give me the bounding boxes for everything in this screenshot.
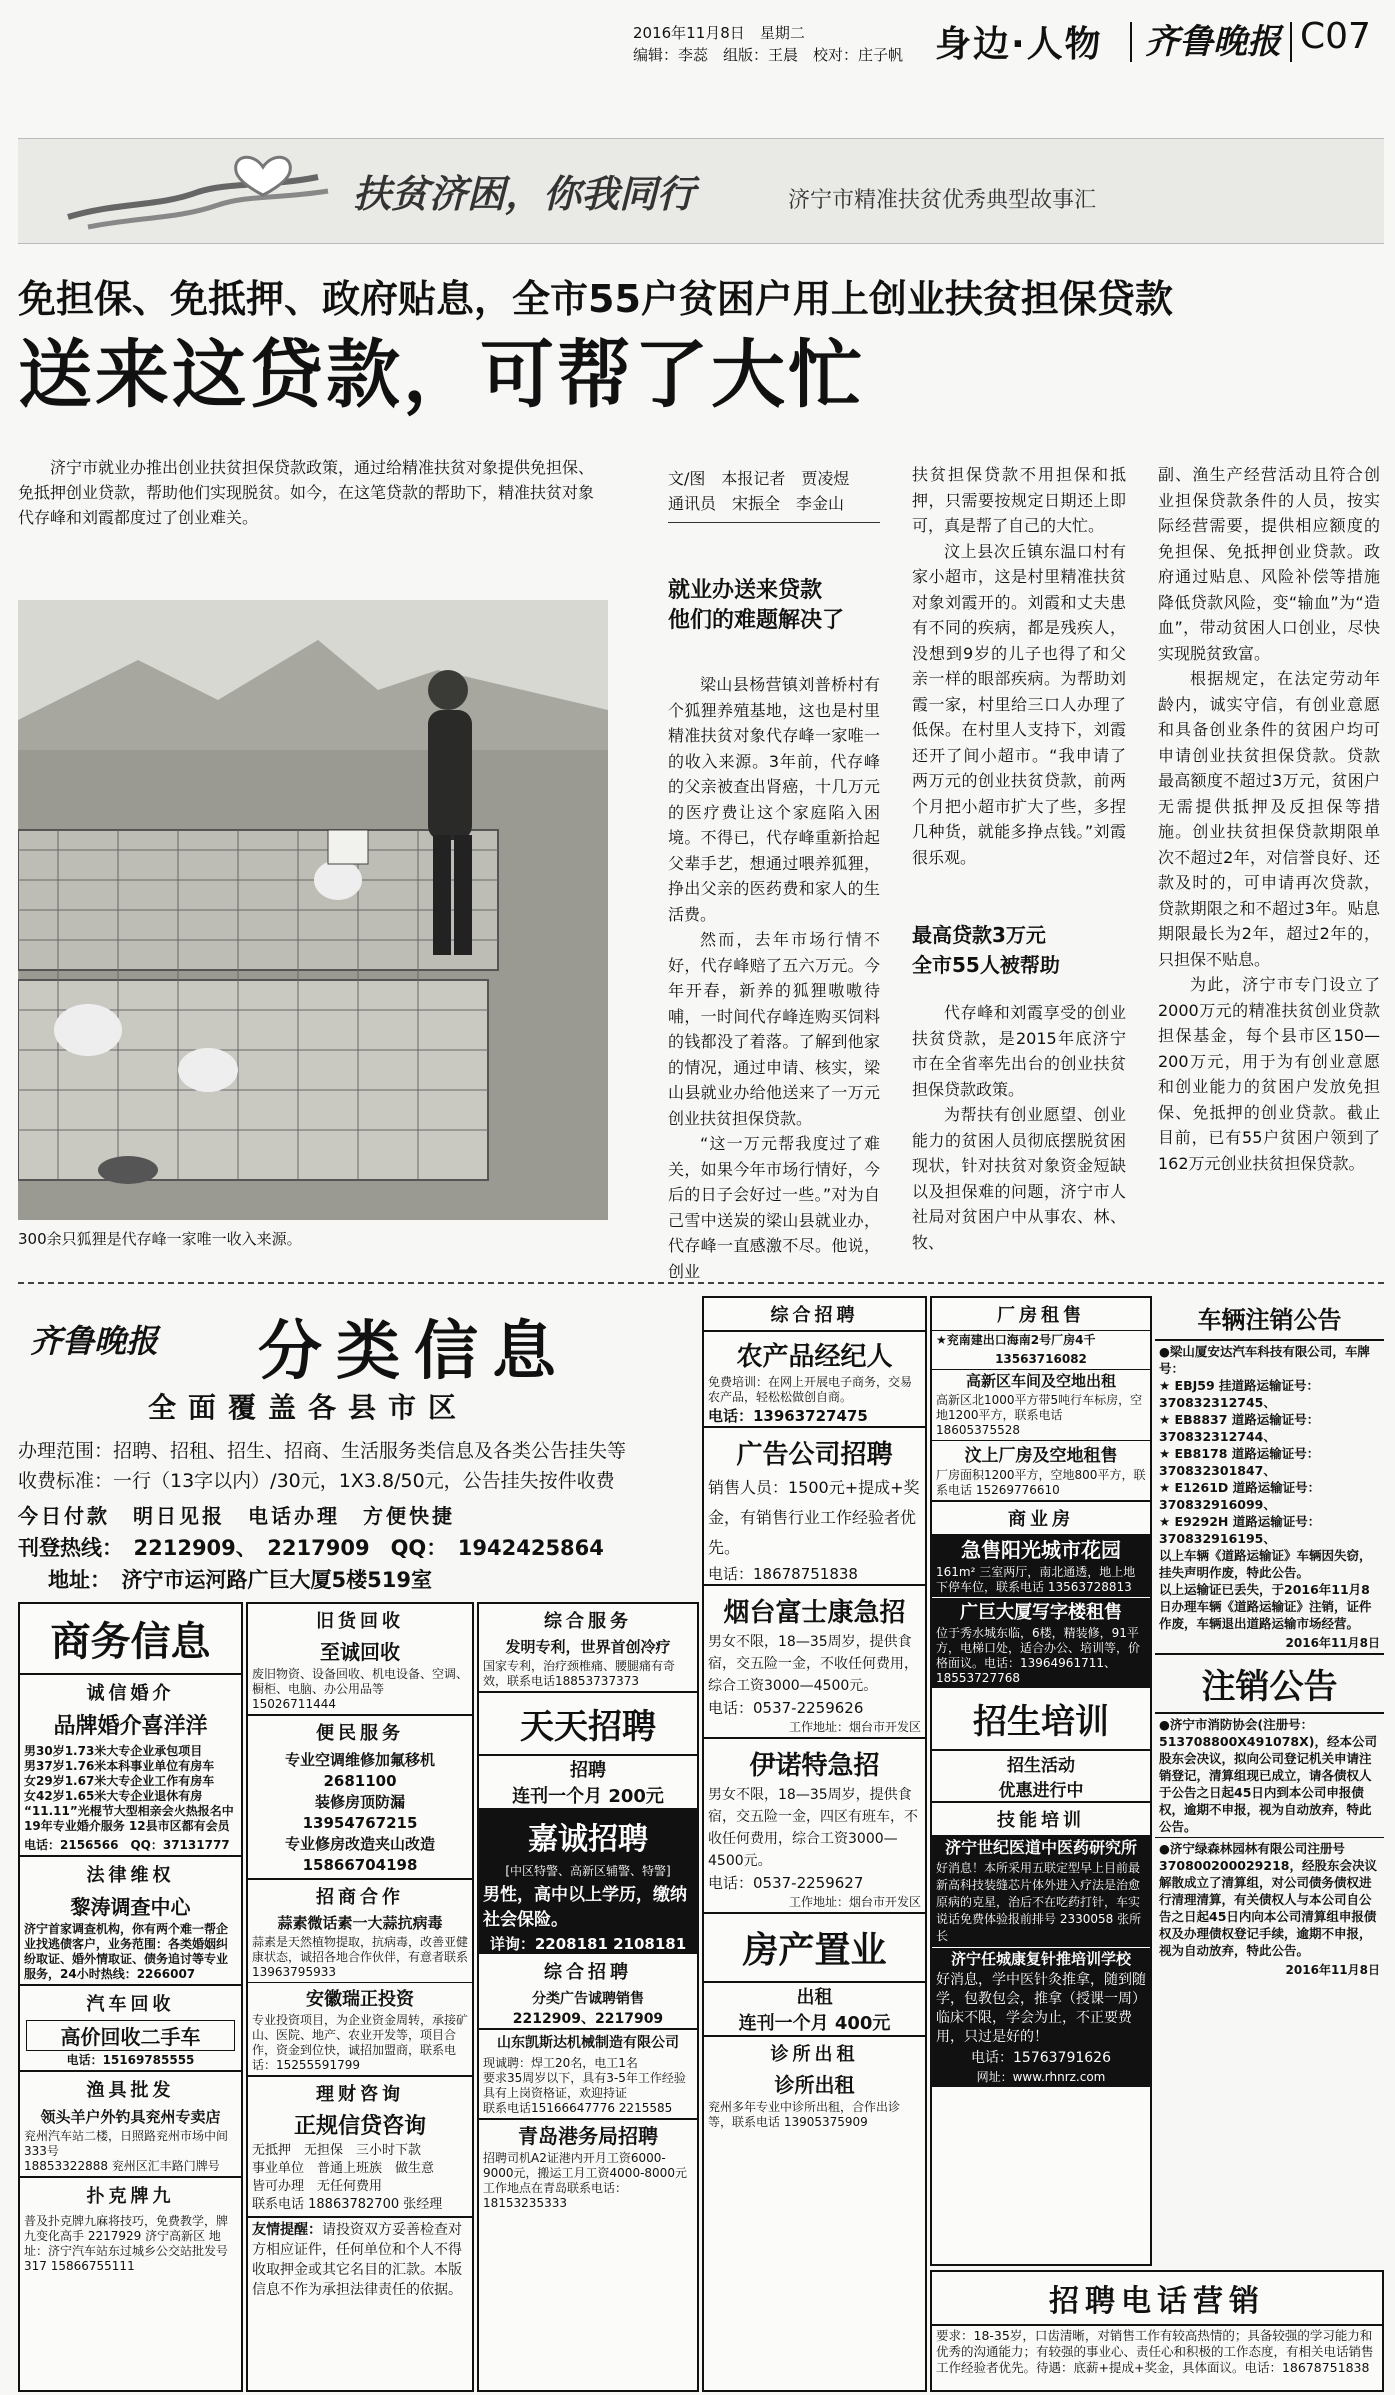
legal-label: 法律维权 — [86, 1865, 175, 1886]
marriage-lines: 男30岁1.73米大专企业承包项目 男37岁1.76米本科事业单位有房车 女29岁1.67米大专企业工作有房车 女42岁1.65米大专企业退休有房 “11.11”光棍节大型相亲会火热报名中 19年专业婚介服务 12县市区都有会员 — [24, 1744, 234, 1833]
shop-label: 商业房 — [1008, 1509, 1074, 1530]
subhead-1: 就业办送来贷款 他们的难题解决了 — [668, 578, 845, 633]
article-headline: 送来这贷款，可帮了大忙 — [18, 332, 865, 418]
jiacheng-tel: 详询：2208181 2108181 — [479, 1935, 697, 1954]
school-sub: 招生活动 优惠进行中 — [932, 1749, 1150, 1803]
divider — [1290, 22, 1292, 62]
handshake-heart-icon — [58, 147, 338, 237]
daily-sub: 招聘 连刊一个月 200元 — [479, 1754, 697, 1810]
car-text: 高价回收二手车 — [26, 2020, 235, 2051]
cancel-date: 2016年11月8日 — [1285, 1963, 1380, 1977]
vehicle-date: 2016年11月8日 — [1155, 1634, 1384, 1655]
school-title: 招生培训 — [973, 1702, 1109, 1742]
yantai-title: 烟台富士康急招 — [723, 1598, 906, 1628]
plant1-name: ★兖南建出口海南2号厂房4千 — [936, 1333, 1096, 1347]
weekday: 星期二 — [759, 24, 805, 42]
biz-text: 蒜素是天然植物提取，抗病毒，改善亚健康状态，诚招各地合作伙伴，有意者联系 13963795933 — [248, 1933, 472, 1983]
classified-motto: 今日付款 明日见报 电话办理 方便快捷 — [18, 1504, 455, 1528]
newspaper-logo: 齐鲁晚报 — [1145, 22, 1281, 62]
yinuo-text: 男女不限，18—35周岁，提供食宿，交五险一金，四区有班车，不收任何费用，综合工资3000—4500元。 — [708, 1787, 918, 1869]
plant-label: 厂房租售 — [932, 1298, 1150, 1331]
paragraph: 汶上县次丘镇东温口村有家小超市，这是村里精准扶贫对象刘霞开的。刘霞和丈夫患有不同的疾病，都是残疾人，没想到9岁的儿子也得了和父亲一样的眼部疾病。为帮助刘霞一家，村里给三口人办理了低保。在村里人支持下，刘霞还开了间小超市。“我申请了两万元的创业扶贫贷款，前两个月把小超市扩大了些，多捏几种货，就能多挣点钱。”刘霞很乐观。 — [912, 541, 1126, 867]
phone-sales-ad — [930, 2270, 1384, 2392]
recruit-column-b — [702, 1296, 927, 2392]
marriage-tel: 电话：2156566 QQ：37131777 — [20, 1836, 241, 1857]
clinic-text: 兖州多年专业中诊所出租，合作出诊等，联系电话 13905375909 — [708, 2100, 901, 2129]
service-column — [246, 1602, 474, 2392]
paragraph: 为帮扶有创业愿望、创业能力的贫困人员彻底摆脱贫困现状，针对扶贫对象资金短缺以及担保难的问题，济宁市人社局对贫困户中从事农、林、牧、 — [912, 1105, 1126, 1252]
puzzle-label: 扑克牌九 — [86, 2186, 175, 2207]
page-number: C07 — [1300, 16, 1371, 57]
agri-title: 农产品经纪人 — [736, 1342, 893, 1372]
finance-label: 理财咨询 — [316, 2084, 404, 2105]
classified-scope: 办理范围：招聘、招租、招生、招商、生活服务类信息及各类公告挂失等 — [18, 1440, 627, 1462]
agri-text: 免费培训：在网上开展电子商务，交易农产品，轻松松做创自商。 — [708, 1375, 913, 1404]
clinic-label: 诊所出租 — [770, 2044, 859, 2065]
phone-sales-text: 要求：18-35岁，口齿清晰，对销售工作有较高热情的；具备较强的学习能力和优秀的沟通能力；有较强的事业心、责任心和积极的工作态度，有相关电话销售工作经验者优先。待遇：底薪+提成+奖金，具体面议。电话：18678751838 — [936, 2328, 1374, 2375]
banner-title: 扶贫济困，你我同行 — [353, 172, 696, 216]
fish-name: 领头羊户外钓具兖州专卖店 — [40, 2108, 221, 2126]
article-column-2 — [912, 462, 1126, 870]
divider — [1130, 22, 1132, 62]
life-lines: 专业空调维修加氟移机 2681100 装修房顶防漏 13954767215 专业修房改造夹山改造 15866704198 — [248, 1748, 472, 1880]
marriage-label: 诚信婚介 — [86, 1683, 175, 1704]
classified-section — [18, 1282, 1384, 2394]
patent-name: 发明专利，世界首创冷疗 — [505, 1638, 671, 1656]
jiacheng-tag: [中区特警、高新区辅警、特警] — [479, 1862, 697, 1881]
ad-company-title: 广告公司招聘 — [736, 1440, 893, 1470]
skill2-text: 好消息，学中医针灸推拿，随到随学，包教包会，推拿（授课一周）临床不限，学会为止，不正要费用，只过是好的！ — [932, 1969, 1150, 2049]
jiacheng-title: 嘉诚招聘 — [479, 1810, 697, 1862]
recycle-name: 至诚回收 — [320, 1640, 400, 1664]
plant3-text: 厂房面积1200平方，空地800平方，联系电话 15269776610 — [932, 1466, 1150, 1502]
plant2-name: 高新区车间及空地出租 — [965, 1372, 1116, 1390]
kaida-name: 山东凯斯达机械制造有限公司 — [497, 2035, 679, 2051]
notice-text: 请投资双方妥善检查对方相应证件，任何单位和个人不得收取押金或其它名目的汇款。本版信息不作为承担法律责任的依据。 — [252, 2222, 462, 2298]
classified-hotline: 刊登热线： 2212909、 2217909 QQ： 1942425864 — [18, 1536, 604, 1560]
cancel-title: 注销公告 — [1201, 1667, 1338, 1707]
article-column-2b — [912, 1000, 1126, 1255]
plant3-name: 汶上厂房及空地租售 — [964, 1446, 1118, 1466]
paragraph: “这一万元帮我度过了难关，如果今年市场行情好，今后的日子会好过一些。”对为自己雪中送炭的梁山县就业办，代存峰一直感激不尽。他说，创业 — [668, 1134, 880, 1281]
masthead-meta — [633, 22, 903, 66]
puzzle-text: 普及扑克牌九麻将技巧，免费教学，牌九变化高手 2217929 济宁高新区 地址：济宁汽车站东过城乡公交站批发号 317 15866755111 — [24, 2214, 229, 2273]
patent-text: 国家专利，治疗颈椎痛、腰腿痛有奇效，联系电话18853737373 — [479, 1657, 697, 1693]
agri-tel: 电话：13963727475 — [704, 1407, 925, 1428]
estate-title: 房产置业 — [742, 1929, 887, 1971]
skill2-web: 网址：www.rhnrz.com — [932, 2068, 1150, 2087]
banner-subtitle: 济宁市精准扶贫优秀典型故事汇 — [788, 188, 1097, 213]
paragraph: 然而，去年市场行情不好，代存峰赔了五六万元。今年开春，新养的狐狸嗷嗷待哺，一时间代存峰连购买饲料的钱都没了着落。了解到他家的情况，通过申请、核实，梁山县就业办给他送来了一万元创业扶贫担保贷款。 — [668, 930, 880, 1128]
classified-address: 地址： 济宁市运河路广巨大厦5楼519室 — [48, 1568, 432, 1592]
recruit-label: 综合招聘 — [544, 1962, 632, 1983]
yantai-tel: 电话：0537-2259626 — [708, 1699, 864, 1717]
shop2-text: 位于秀水城东临，6楼，精装修，91平方，电梯口处，适合办公、培训等，价格面议。电话：13964961711、18553727768 — [932, 1624, 1150, 1688]
article-photo — [18, 600, 608, 1220]
skill1-name: 济宁世纪医道中医药研究所 — [932, 1835, 1150, 1858]
notice-column — [1155, 1296, 1384, 2266]
yinuo-loc: 工作地址：烟台市开发区 — [704, 1893, 925, 1914]
paragraph: 梁山县杨营镇刘普桥村有个狐狸养殖基地，这也是村里精准扶贫对象代存峰一家唯一的收入来源。3年前，代存峰的父亲被查出肾癌，十几万元的医疗费让这个家庭陷入困境。不得已，代存峰重新拾起父辈手艺，想通过喂养狐狸，挣出父亲的医药费和家人的生活费。 — [668, 675, 880, 924]
clinic-name: 诊所出租 — [774, 2073, 855, 2097]
skill1-text: 好消息！本所采用五联定型早上目前最新高科技装缝芯片体外进入疗法是治愈原病的克星，治后不在吃药打针，车实说话免费体验报前排号 2330058 张所长 — [932, 1858, 1150, 1947]
classified-title: 分类信息 — [258, 1314, 570, 1389]
date: 2016年11月8日 — [633, 24, 745, 42]
qingdao-name: 青岛港务局招聘 — [518, 2124, 658, 2148]
classified-slogan: 全面覆盖各县市区 — [148, 1391, 469, 1424]
classified-logo: 齐鲁晚报 — [30, 1322, 159, 1360]
agency-text: 分类广告诚聘销售 — [532, 1991, 644, 2007]
biz-name: 蒜素微话素一大蒜抗病毒 — [277, 1914, 443, 1932]
subhead-2: 最高贷款3万元 全市55人被帮助 — [912, 923, 1060, 977]
classified-header — [18, 1296, 698, 1596]
editors: 编辑：李蕊 组版：王晨 校对：庄子帆 — [633, 46, 904, 64]
legal-lines: 济宁首家调查机构，你有两个难一帮企业找逃债客户，业务范围：各类婚姻纠纷取证、婚外情取证、债务追讨等专业服务，24小时热线：2266007 — [20, 1920, 241, 1986]
fox-farm-photo-icon — [18, 600, 608, 1220]
paragraph: 代存峰和刘霞享受的创业扶贫贷款，是2015年底济宁市在全省率先出台的创业扶贫担保贷款政策。 — [912, 1003, 1126, 1099]
yinuo-tel: 电话：0537-2259627 — [708, 1874, 864, 1892]
ad-text: 销售人员：1500元+提成+奖金，有销售行业工作经验者优先。 — [708, 1478, 920, 1557]
vehicle-text: ●梁山厦安达汽车科技有限公司，车牌号： ★ EBJ59 挂道路运输证号：370832312745、 ★ EB8837 道路运输证号：370832312744、 ★ EB8178 道路运输证号：370832301847、 ★ E1261D 道路运输证号：370832916099、 ★ E9292H 道路运输证号：370832916195、 以上车辆《道路运输证》车辆因失窃，挂失声明作废，特此公告。 以上运输证已丢失，于2016年11月8日办理车辆《道路运输证》注销，证件作废，车辆退出道路运输市场经营。 — [1159, 1344, 1372, 1631]
qingdao-text: 招聘司机A2证港内开月工资6000-9000元，搬运工月工资4000-8000元工作地点在青岛联系电话：18153235333 — [483, 2151, 687, 2210]
kaida-text: 现诚聘：焊工20名，电工1名 要求35周岁以下，具有3-5年工作经验 具有上岗资格证，欢迎持证 联系电话15166647776 2215585 — [479, 2054, 697, 2120]
skill-label: 技能培训 — [997, 1810, 1085, 1831]
car-tel: 电话：15169785555 — [20, 2051, 241, 2072]
section-title: 身边·人物 — [935, 24, 1103, 65]
recruit-column-a — [477, 1602, 699, 2392]
business-header: 商务信息 — [20, 1604, 241, 1675]
car-label: 汽车回收 — [86, 1994, 175, 2015]
ad-tel: 电话：18678751838 — [704, 1565, 925, 1586]
fish-label: 渔具批发 — [86, 2080, 175, 2101]
jiacheng-text: 男性，高中以上学历，缴纳社会保险。 — [479, 1881, 697, 1935]
photo-caption: 300余只狐狸是代存峰一家唯一收入来源。 — [18, 1230, 302, 1248]
plant1-tel: 13563716082 — [932, 1350, 1150, 1370]
paragraph: 根据规定，在法定劳动年龄内，诚实守信，有创业意愿和具备创业条件的贫困户均可申请创业扶贫担保贷款。贷款最高额度不超过3万元，贫困户无需提供抵押及反担保等措施。创业扶贫担保贷款期限单次不超过2年，对信誉良好、还款及时的，可申请再次贷款，贷款期限之和不超过3年。贴息期限最长为2年，超过2年的，只担保不贴息。 — [1158, 669, 1380, 969]
notice-label: 友情提醒： — [252, 2222, 322, 2238]
finance-text: 无抵押 无担保 三小时下款 事业单位 普通上班族 做生意 皆可办理 无任何费用 联系电话 18863782700 张经理 — [248, 2140, 472, 2218]
recycle-text: 废旧物资、设备回收、机电设备、空调、橱柜、电脑、办公用品等 15026711444 — [248, 1665, 472, 1716]
legal-name: 黎涛调查中心 — [70, 1895, 191, 1919]
marriage-name: 品牌婚介喜洋洋 — [53, 1714, 208, 1739]
vehicle-title: 车辆注销公告 — [1155, 1296, 1384, 1341]
yantai-text: 男女不限，18—35周岁，提供食宿，交五险一金，不收任何费用，综合工资3000—4500元。 — [708, 1634, 918, 1694]
paragraph: 为此，济宁市专门设立了2000万元的精准扶贫创业贷款担保基金，每个县市区150—200万元，用于为有创业意愿和创业能力的贫困户发放免担保、免抵押的创业贷款。截止目前，已有55户贫困户领到了162万元创业扶贫担保贷款。 — [1158, 975, 1380, 1173]
finance-name: 正规信贷咨询 — [293, 2114, 426, 2139]
article-kicker: 免担保、免抵押、政府贴息，全市55户贫困户用上创业扶贫担保贷款 — [18, 277, 1173, 321]
shop2-name: 广巨大厦写字楼租售 — [932, 1597, 1150, 1624]
daily-title: 天天招聘 — [520, 1707, 656, 1747]
service-label: 综合服务 — [544, 1611, 632, 1632]
estate-sub: 出租 连刊一个月 400元 — [704, 1981, 925, 2037]
paragraph: 扶贫担保贷款不用担保和抵押，只需要按规定日期还上即可，真是帮了自己的大忙。 — [912, 465, 1126, 535]
series-banner — [18, 138, 1384, 244]
shop1-name: 急售阳光城市花园 — [932, 1534, 1150, 1563]
factory-name: 安徽瑞正投资 — [306, 1989, 414, 2010]
classified-fee: 收费标准：一行（13字以内）/30元，1X3.8/50元，公告挂失按件收费 — [18, 1470, 615, 1492]
cancel-text-2: ●济宁绿森林园林有限公司注册号 370800200029218，经股东会决议解散成立了清算组，对公司债务债权进行清理清算，有关债权人与本公司自公告之日起45日内向本公司清算组申报债权及办理债权登记手续，逾期不申报，视为自动放弃，特此公告。 — [1155, 1837, 1384, 1961]
business-column — [18, 1602, 243, 2392]
article-lead: 济宁市就业办推出创业扶贫担保贷款政策，通过给精准扶贫对象提供免担保、免抵押创业贷款，帮助他们实现脱贫。如今，在这笔贷款的帮助下，精准扶贫对象代存峰和刘霞都度过了创业难关。 — [18, 458, 595, 527]
phone-sales-title: 招聘电话营销 — [932, 2272, 1382, 2326]
property-column — [930, 1296, 1152, 2266]
shop1-text: 161m² 三室两厅，南北通透，地上地下停车位，联系电话 13563728813 — [932, 1563, 1150, 1597]
yinuo-title: 伊诺特急招 — [749, 1751, 880, 1781]
skill2-name: 济宁任城康复针推培训学校 — [932, 1947, 1150, 1969]
recycle-label: 旧货回收 — [316, 1611, 404, 1632]
cancel-text-1: ●济宁市消防协会(注册号：513708800X491078X)，经本公司股东会决议，拟向公司登记机关申请注销登记，清算组现已成立，请各债权人于公告之日起45日内到本公司申报债权，逾期不申报，视为自动放弃，特此公告。 — [1155, 1712, 1384, 1837]
recruit-label: 综合招聘 — [704, 1298, 925, 1332]
article-column-1 — [668, 672, 880, 1284]
biz-label: 招商合作 — [316, 1887, 404, 1908]
article-column-3 — [1158, 462, 1380, 1176]
factory-text: 专业投资项目，为企业资金周转，承接矿山、医院、地产、农业开发等，项目合作，资金到位快，诚招加盟商，联系电话：15255591799 — [248, 2011, 472, 2077]
paragraph: 副、渔生产经营活动且符合创业担保贷款条件的人员，按实际经营需要，提供相应额度的免担保、免抵押创业贷款。政府通过贴息、风险补偿等措施降低贷款风险，变“输血”为“造血”，带动贫困人口创业，尽快实现脱贫致富。 — [1158, 465, 1380, 663]
yantai-loc: 工作地址：烟台市开发区 — [704, 1718, 925, 1739]
skill2-tel: 电话：15763791626 — [932, 2049, 1150, 2068]
agency-tel: 2212909、2217909 — [479, 2008, 697, 2030]
byline: 文/图 本报记者 贾凌煜 通讯员 宋振全 李金山 — [668, 466, 880, 523]
fish-tel: 兖州汽车站二楼，日照路兖州市场中间333号 18853322888 兖州区汇丰路门牌号 — [20, 2127, 241, 2178]
life-label: 便民服务 — [316, 1723, 404, 1744]
plant2-text: 高新区北1000平方带5吨行车标房，空地1200平方，联系电话 18605375528 — [932, 1391, 1150, 1441]
notice — [248, 2218, 472, 2302]
